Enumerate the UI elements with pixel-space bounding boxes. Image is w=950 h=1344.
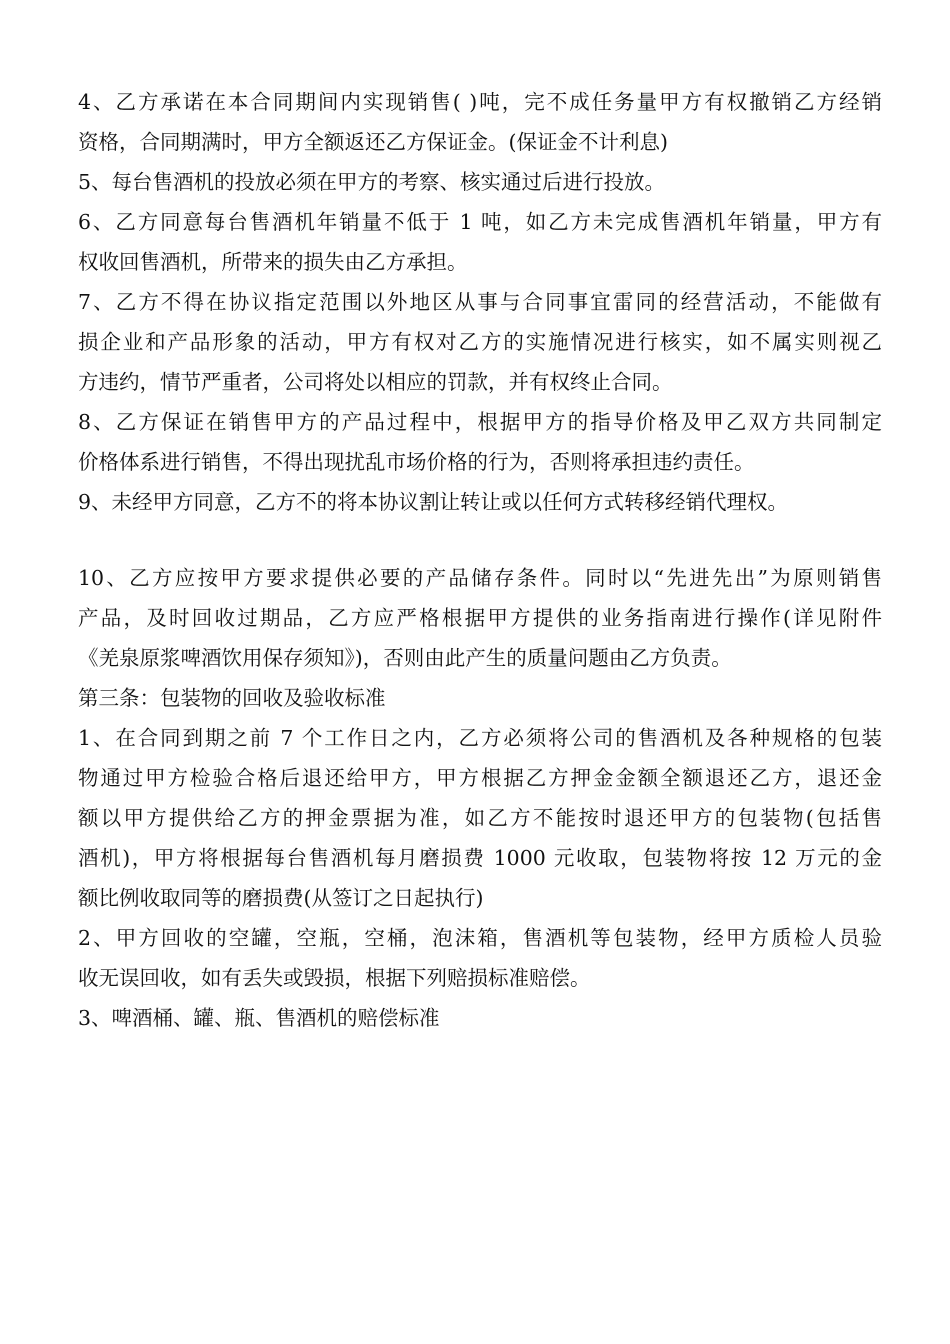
text-line: 2、甲方回收的空罐，空瓶，空桶，泡沫箱，售酒机等包装物，经甲方质检人员验 xyxy=(78,926,882,950)
text-line: 价格体系进行销售，不得出现扰乱市场价格的行为，否则将承担违约责任。 xyxy=(78,450,755,474)
article-3-item-2 xyxy=(78,918,882,998)
clause-4 xyxy=(78,82,882,162)
text-line: 收无误回收，如有丢失或毁损，根据下列赔损标准赔偿。 xyxy=(78,966,591,990)
clause-7 xyxy=(78,282,882,402)
article-3-heading xyxy=(78,678,882,718)
text-line: 产品，及时回收过期品，乙方应严格根据甲方提供的业务指南进行操作(详见附件 xyxy=(78,606,882,630)
text-line: 10、乙方应按甲方要求提供必要的产品储存条件。同时以“先进先出”为原则销售 xyxy=(78,566,882,590)
article-3-item-3 xyxy=(78,998,882,1038)
text-line: 损企业和产品形象的活动，甲方有权对乙方的实施情况进行核实，如不属实则视乙 xyxy=(78,330,882,354)
text-line: 3、啤酒桶、罐、瓶、售酒机的赔偿标准 xyxy=(78,1006,440,1030)
text-line: 物通过甲方检验合格后退还给甲方，甲方根据乙方押金金额全额退还乙方，退还金 xyxy=(78,766,882,790)
text-line: 4、乙方承诺在本合同期间内实现销售( )吨，完不成任务量甲方有权撤销乙方经销 xyxy=(78,90,882,114)
article-3-item-1 xyxy=(78,718,882,918)
section-title: 第三条：包装物的回收及验收标准 xyxy=(78,686,386,710)
text-line: 额比例收取同等的磨损费(从签订之日起执行) xyxy=(78,886,484,910)
clause-6 xyxy=(78,202,882,282)
text-line: 6、乙方同意每台售酒机年销量不低于 1 吨，如乙方未完成售酒机年销量，甲方有 xyxy=(78,210,882,234)
text-line: 8、乙方保证在销售甲方的产品过程中，根据甲方的指导价格及甲乙双方共同制定 xyxy=(78,410,882,434)
text-line: 权收回售酒机，所带来的损失由乙方承担。 xyxy=(78,250,468,274)
clause-9 xyxy=(78,482,882,522)
text-line: 方违约，情节严重者，公司将处以相应的罚款，并有权终止合同。 xyxy=(78,370,673,394)
text-line: 资格，合同期满时，甲方全额返还乙方保证金。(保证金不计利息) xyxy=(78,130,668,154)
text-line: 额以甲方提供给乙方的押金票据为准，如乙方不能按时退还甲方的包装物(包括售 xyxy=(78,806,882,830)
contract-body xyxy=(78,82,882,1038)
text-line: 《羌泉原浆啤酒饮用保存须知》)，否则由此产生的质量问题由乙方负责。 xyxy=(78,646,732,670)
clause-8 xyxy=(78,402,882,482)
text-line: 7、乙方不得在协议指定范围以外地区从事与合同事宜雷同的经营活动，不能做有 xyxy=(78,290,882,314)
text-line: 9、未经甲方同意，乙方不的将本协议割让转让或以任何方式转移经销代理权。 xyxy=(78,490,789,514)
text-line: 1、在合同到期之前 7 个工作日之内，乙方必须将公司的售酒机及各种规格的包装 xyxy=(78,726,882,750)
text-line: 酒机)，甲方将根据每台售酒机每月磨损费 1000 元收取，包装物将按 12 万元的金 xyxy=(78,846,882,870)
text-line: 5、每台售酒机的投放必须在甲方的考察、核实通过后进行投放。 xyxy=(78,170,666,194)
clause-10 xyxy=(78,558,882,678)
blank-gap xyxy=(78,522,882,558)
clause-5 xyxy=(78,162,882,202)
